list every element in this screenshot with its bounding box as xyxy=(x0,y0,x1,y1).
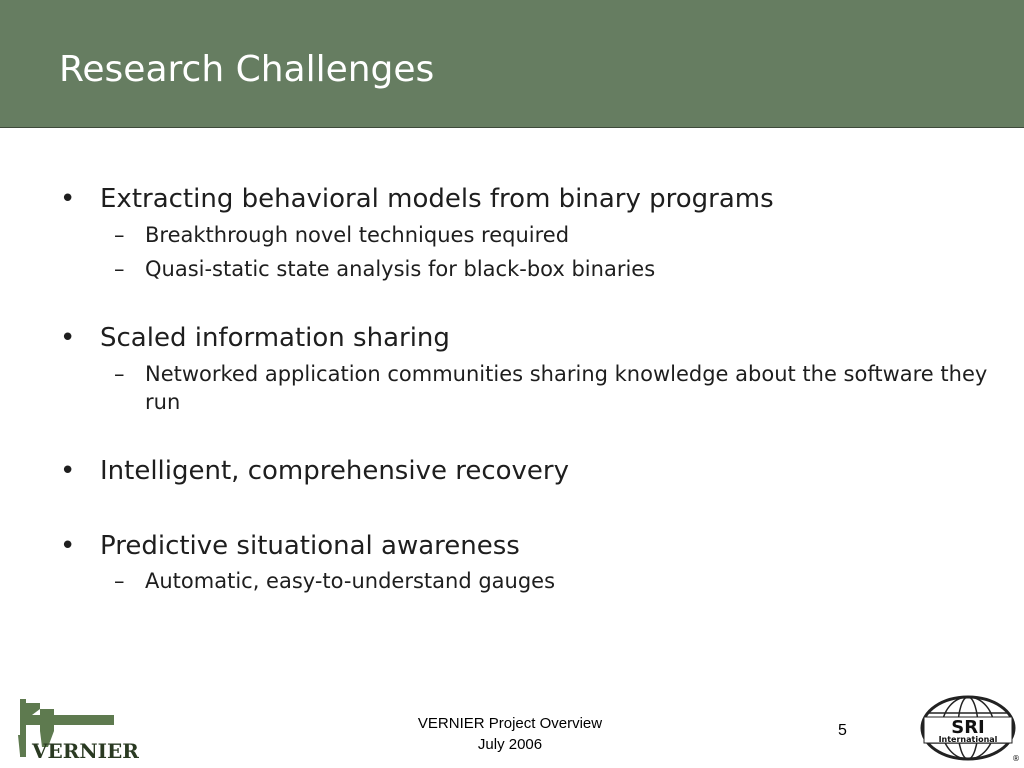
sub-bullet-text: Networked application communities sharing knowledge about the software they run xyxy=(145,362,988,414)
bullet-glyph: • xyxy=(60,323,76,353)
sri-logo-text: SRI xyxy=(951,717,985,738)
title-bar xyxy=(0,0,1024,128)
bullet-glyph: • xyxy=(60,531,76,561)
bullet-text: Predictive situational awareness xyxy=(100,531,520,561)
sub-bullet-glyph: – xyxy=(114,257,125,281)
vernier-logo-text: VERNIER xyxy=(32,739,139,763)
bullet-text: Extracting behavioral models from binary programs xyxy=(100,184,774,214)
sub-bullet-text: Automatic, easy-to-understand gauges xyxy=(145,569,556,593)
footer-line-1: VERNIER Project Overview xyxy=(417,715,603,732)
registered-mark: ® xyxy=(1012,754,1020,763)
sub-bullet-glyph: – xyxy=(114,223,125,247)
bullet-text: Intelligent, comprehensive recovery xyxy=(100,456,570,486)
sub-bullet-glyph: – xyxy=(114,362,125,386)
slide-title: Research Challenges xyxy=(59,49,435,90)
sub-bullet-text: Breakthrough novel techniques required xyxy=(145,223,570,247)
footer-line-2: July 2006 xyxy=(477,736,543,753)
bullet-glyph: • xyxy=(60,184,76,214)
sri-logo xyxy=(918,693,1018,763)
sub-bullet-text: Quasi-static state analysis for black-box binaries xyxy=(145,257,656,281)
bullet-text: Scaled information sharing xyxy=(100,323,450,353)
page-number: 5 xyxy=(838,722,847,739)
sub-bullet-glyph: – xyxy=(114,569,125,593)
vernier-logo xyxy=(14,695,154,763)
footer xyxy=(380,713,640,755)
sri-logo-subtext: International xyxy=(938,735,998,744)
bullet-glyph: • xyxy=(60,456,76,486)
